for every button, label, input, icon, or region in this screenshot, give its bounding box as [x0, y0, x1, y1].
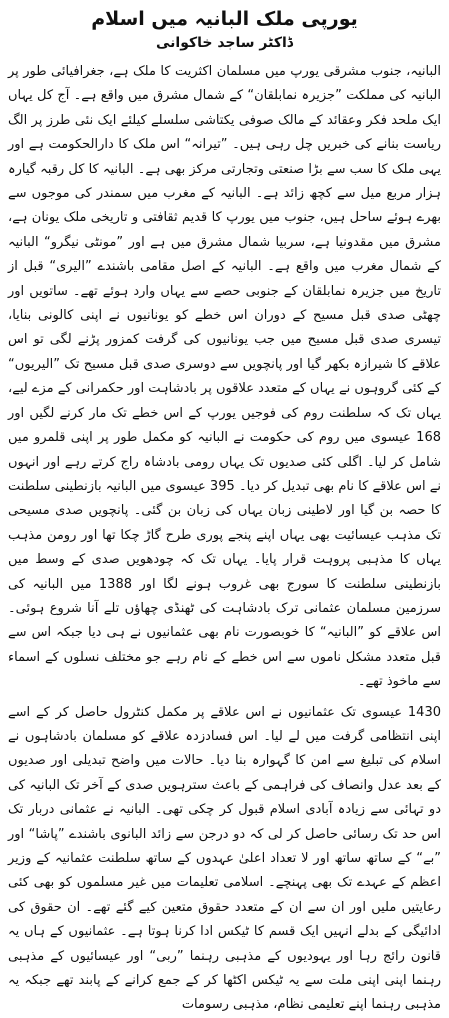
article-author: ڈاکٹر ساجد خاکوانی	[155, 35, 294, 51]
article-paragraph: 1430 عیسوی تک عثمانیوں نے اس علاقے پر مکمل کنٹرول حاصل کر کے اسے اپنی انتظامی گرفت میں لے لیا۔ اس فسادزدہ علاقے کو مسلمان بادشاہوں نے اسلام کی تبلیغ سے امن کا گہوارہ بنا دیا۔ حالات میں واضح تبدیلی اور صدیوں کے بعد عدل وانصاف کی فراہمی کے باعث سترہویں صدی کے آخر تک البانیہ کی دو تہائی سے زیادہ آبادی اسلام قبول کر چکی تھی۔ البانیہ نے عثمانی دربار تک اس حد تک رسائی حاصل کر لی کہ دو درجن سے زائد البانوی باشندے ”پاشا“ اور ”بے“ کے ساتھ ساتھ اور لا تعداد اعلیٰ عہدوں کے ساتھ سلطنت عثمانیہ کے وزیر اعظم کے عہدے تک بھی پہنچے۔ اسلامی تعلیمات میں غیر مسلموں کو بھی کئی رعایتیں ملیں اور ان سے ان کے متعدد حقوق متعین کیے گئے تھے۔ ان حقوق کی ادائیگی کے بدلے انہیں ایک قسم کا ٹیکس ادا کرنا ہوتا ہے۔ عثمانیوں کے ہاں یہ قانون رائج رہا اور یہودیوں کے مذہبی رہنما ”ربی“ اور عیسائیوں کے مذہبی رہنما اپنی اپنی ملت سے یہ ٹیکس اکٹھا کر کے جمع کرانے کے پابند تھے جبکہ یہ مذہبی رہنما اپنے تعلیمی نظام، مذہبی رسومات	[8, 704, 441, 1013]
article-paragraph: البانیہ، جنوب مشرقی یورپ میں مسلمان اکثریت کا ملک ہے، جغرافیائی طور پر البانیہ کی مملکت ”جزیرہ نمابلقان“ کے شمال مشرق میں واقع ہے۔ آج کل یہاں ایک ملحد فکر وعقائد کے مالک صوفی یکتاشی سلسلے کیلئے ایک نئی طرز پر الگ ریاست بنانے کی خبریں چل رہی ہیں۔ ”تیرانہ“ اس ملک کا دارالحکومت ہے اور یہی ملک کا سب سے بڑا صنعتی وتجارتی مرکز بھی ہے۔ البانیہ کا کل رقبہ گیارہ ہزار مربع میل سے کچھ زائد ہے۔ البانیہ کے مغرب میں سمندر کی موجوں سے بھرے ہوئے ساحل ہیں، جنوب میں یورپ کا قدیم ثقافتی و تاریخی ملک یونان ہے، مشرق میں مقدونیا ہے، سربیا شمال مشرق میں ہے اور ”مونٹی نیگرو“ البانیہ کے شمال مغرب میں واقع ہے۔ البانیہ کے اصل مقامی باشندے ”الیری“ قبل از تاریخ میں جزیرہ نمابلقان کے جنوبی حصے سے یہاں وارد ہوئے تھے۔ ساتویں اور چھٹی صدی قبل مسیح کے دوران اس خطے کو یونانیوں نے اپنی کالونی بنایا، تیسری صدی قبل مسیح میں جب یونانیوں کی گرفت کمزور پڑنے لگی تو اس علاقے کا شیرازہ بکھر گیا اور پانچویں سے دوسری صدی قبل مسیح تک ”الیریوں“ کے کئی گروہوں نے یہاں کے متعدد علاقوں پر بادشاہت اور حکمرانی کے مزے لیے، یہاں تک کہ سلطنت روم کی فوجیں یورپ کے اس خطے تک مار کرنے لگیں اور 168 عیسوی میں روم کی حکومت نے البانیہ کو مکمل طور پر اپنی قلمرو میں شامل کر لیا۔ اگلی کئی صدیوں تک یہاں رومی بادشاہ راج کرتے رہے اور انہوں نے اس علاقے کا نام بھی تبدیل کر دیا۔ 395 عیسوی میں البانیہ بازنطینی سلطنت کا حصہ بن گیا اور لاطینی زبان یہاں کی زبان بن گئی۔ پانچویں صدی مسیحی تک مذہب عیسائیت بھی یہاں اپنے پنجے پوری طرح گاڑ چکا تھا اور رومن مذہب یہاں کا مذہبی پروہت قرار پایا۔ یہاں تک کہ چودھویں صدی کے وسط میں بازنطینی سلطنت کا سورج بھی غروب ہونے لگا اور 1388 میں البانیہ کی سرزمین مسلمان عثمانی ترک بادشاہت کی ٹھنڈی چھاؤں تلے آنا شروع ہوئی۔ اس علاقے کو ”البانیہ“ کا خوبصورت نام بھی عثمانیوں نے ہی دیا جبکہ اس سے قبل متعدد مشکل ناموں سے اس خطے کے نام رہے جو مختلف نسلوں کے اسماء سے ماخوذ تھے۔	[8, 64, 441, 690]
article-title: یورپی ملک البانیہ میں اسلام	[91, 8, 358, 30]
